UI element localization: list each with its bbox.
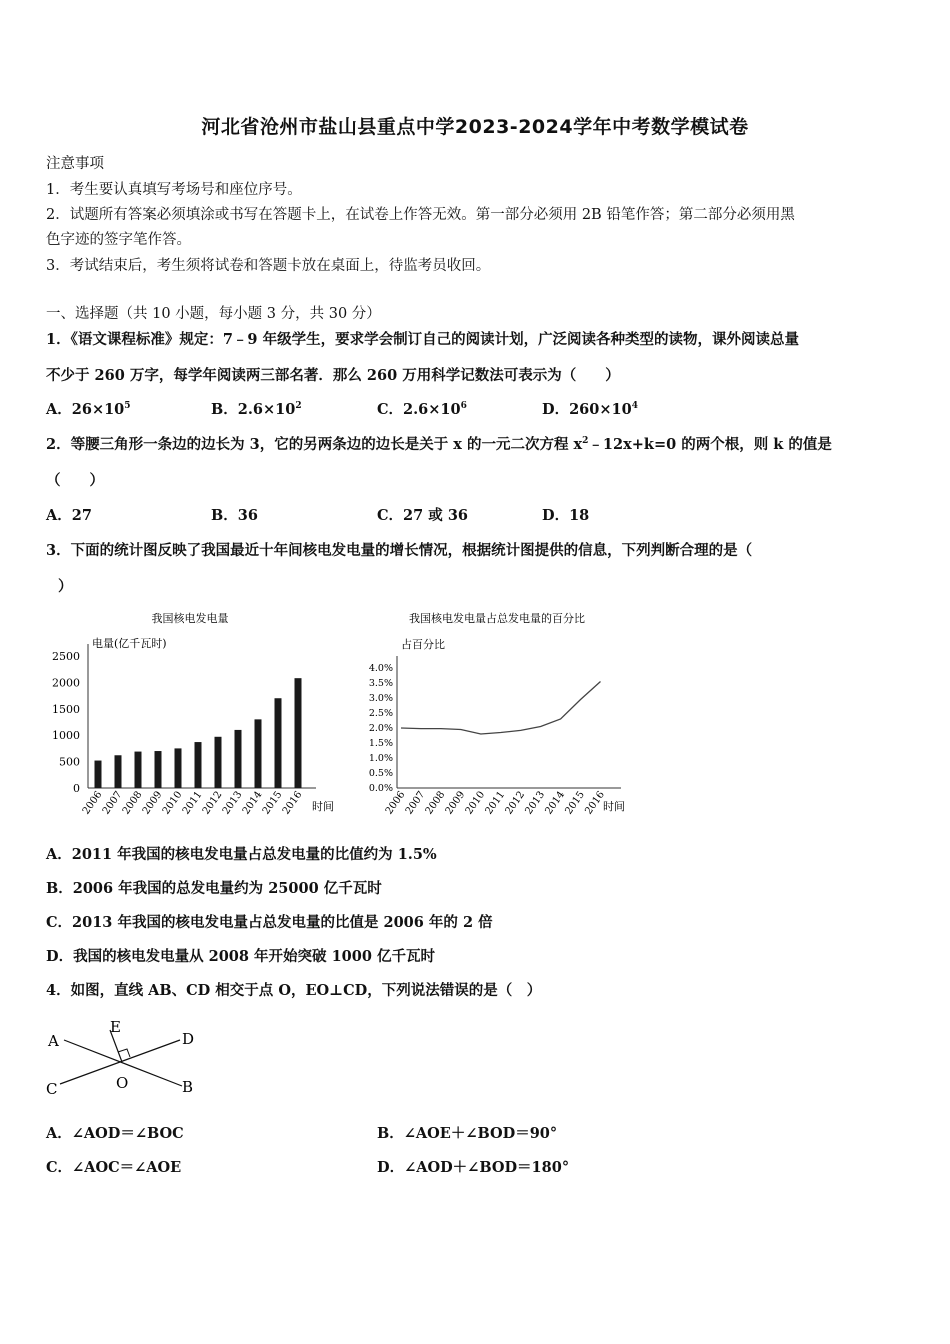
label-e: E xyxy=(110,1018,121,1036)
bar-chart-ytick-label: 1500 xyxy=(52,702,80,716)
notice-heading: 注意事项 xyxy=(46,156,104,172)
q2-option-b[interactable]: B．36 xyxy=(211,507,258,524)
line-chart-ytick-label: 2.5% xyxy=(368,708,393,719)
label-a: A xyxy=(48,1032,59,1050)
bar-chart-xlabel: 时间 xyxy=(312,800,334,813)
q3-text-2: ） xyxy=(58,578,73,595)
bar-chart-xtick-label: 2009 xyxy=(140,789,165,817)
line-chart-ylabel: 占百分比 xyxy=(401,638,445,651)
bar-chart-xtick-label: 2007 xyxy=(100,789,125,817)
line-chart-xtick-label: 2015 xyxy=(563,789,588,817)
line-chart-ytick-label: 3.0% xyxy=(368,693,393,704)
q1-text-2: 不少于 260 万字，每学年阅读两三部名著．那么 260 万用科学记数法可表示为（ ） xyxy=(46,367,620,384)
line-chart-xtick-label: 2011 xyxy=(483,789,508,817)
line-chart-xtick-label: 2009 xyxy=(443,789,468,817)
notice-item-3: 3．考试结束后，考生须将试卷和答题卡放在桌面上，待监考员收回。 xyxy=(46,258,491,274)
label-o: O xyxy=(116,1074,129,1092)
nuclear-percentage-line-chart xyxy=(355,600,640,822)
bar-chart-xtick-label: 2013 xyxy=(220,789,245,817)
q4-option-b[interactable]: B．∠AOE＋∠BOD＝90° xyxy=(377,1125,558,1142)
section-heading: 一、选择题（共 10 小题，每小题 3 分，共 30 分） xyxy=(46,306,381,322)
line-chart-ytick-label: 4.0% xyxy=(368,663,393,674)
bar xyxy=(95,761,102,788)
q1-option-a[interactable]: A．$26\times 10^5$ xyxy=(46,401,131,418)
line-chart-xtick-label: 2013 xyxy=(523,789,548,817)
bar-chart-xtick-label: 2006 xyxy=(80,789,105,817)
line-chart-xtick-label: 2012 xyxy=(503,789,528,817)
q3-option-d[interactable]: D．我国的核电发电量从 2008 年开始突破 1000 亿千瓦时 xyxy=(46,948,435,965)
q1-option-c[interactable]: C．$2.6\times 10^6$ xyxy=(377,401,467,418)
bar-chart-xtick-label: 2015 xyxy=(260,789,285,817)
q4-option-c[interactable]: C．∠AOC＝∠AOE xyxy=(46,1159,182,1176)
page-title: 河北省沧州市盐山县重点中学2023-2024学年中考数学模试卷 xyxy=(201,116,749,138)
q1-option-d[interactable]: D．$260\times 10^4$ xyxy=(542,401,638,418)
q2-option-d[interactable]: D．18 xyxy=(542,507,590,524)
notice-item-2-cont: 色字迹的签字笔作答。 xyxy=(46,232,191,248)
bar-chart-ytick-label: 2500 xyxy=(52,650,80,663)
q4-text-1: 4．如图，直线 AB、CD 相交于点 O，EO⊥CD，下列说法错误的是（ ） xyxy=(46,982,542,999)
percentage-series-line xyxy=(401,682,601,735)
q2-option-a[interactable]: A．27 xyxy=(46,507,92,524)
bar-chart-xtick-label: 2008 xyxy=(120,789,145,817)
bar xyxy=(195,742,202,788)
bar-chart-xtick-label: 2014 xyxy=(240,789,265,817)
q3-option-b[interactable]: B．2006 年我国的总发电量约为 25000 亿千瓦时 xyxy=(46,880,382,897)
line-chart-xtick-label: 2008 xyxy=(423,789,448,817)
bar xyxy=(235,730,242,788)
line-chart-xtick-label: 2006 xyxy=(383,789,408,817)
intersecting-lines-figure xyxy=(40,1012,220,1102)
label-b: B xyxy=(182,1078,194,1096)
q1-option-b[interactable]: B．$2.6\times 10^2$ xyxy=(211,401,302,418)
bar xyxy=(275,698,282,788)
q4-option-a[interactable]: A．∠AOD＝∠BOC xyxy=(46,1125,184,1142)
bar-chart-xtick-label: 2011 xyxy=(180,789,205,817)
line-chart-ytick-label: 0.0% xyxy=(368,783,393,794)
q3-text-1: 3．下面的统计图反映了我国最近十年间核电发电量的增长情况，根据统计图提供的信息，下列判断合理的是（ xyxy=(46,542,753,559)
bar xyxy=(115,755,122,788)
line-chart-ytick-label: 1.0% xyxy=(368,753,393,764)
line-chart-ytick-label: 2.0% xyxy=(368,723,393,734)
bar-chart-xtick-label: 2010 xyxy=(160,789,185,817)
q3-option-c[interactable]: C．2013 年我国的核电发电量占总发电量的比值是 2006 年的 2 倍 xyxy=(46,914,493,931)
q3-option-a[interactable]: A．2011 年我国的核电发电量占总发电量的比值约为 1.5% xyxy=(46,846,437,863)
line-chart-ytick-label: 3.5% xyxy=(368,678,393,689)
q1-text-1: 1．《语文课程标准》规定：7﹣9 年级学生，要求学会制订自己的阅读计划，广泛阅读各种类型的读物，课外阅读总量 xyxy=(46,331,800,348)
q2-text-2: （ ） xyxy=(46,472,104,489)
label-d: D xyxy=(182,1030,195,1048)
line-chart-xtick-label: 2007 xyxy=(403,789,428,817)
line-chart-xtick-label: 2014 xyxy=(543,789,568,817)
bar xyxy=(295,678,302,788)
bar xyxy=(175,748,182,788)
bar-chart-ytick-label: 1000 xyxy=(52,729,80,743)
notice-item-1: 1．考生要认真填写考场号和座位序号。 xyxy=(46,182,302,198)
nuclear-power-bar-chart xyxy=(40,600,340,822)
bar-chart-ytick-label: 500 xyxy=(59,755,80,769)
bar xyxy=(135,752,142,788)
notice-item-2: 2．试题所有答案必须填涂或书写在答题卡上，在试卷上作答无效。第一部分必须用 2B 铅笔作答；第二部分必须用黑 xyxy=(46,207,795,223)
q2-option-c[interactable]: C．27 或 36 xyxy=(377,507,468,524)
bar-chart-ylabel: 电量(亿千瓦时) xyxy=(92,637,167,650)
line-chart-xtick-label: 2016 xyxy=(583,789,607,817)
bar xyxy=(155,751,162,788)
bar-chart-xtick-label: 2016 xyxy=(280,789,305,817)
line-chart-xlabel: 时间 xyxy=(603,800,625,813)
bar-chart-ytick-label: 2000 xyxy=(52,676,80,690)
label-c: C xyxy=(46,1080,58,1098)
line-chart-title: 我国核电发电量占总发电量的百分比 xyxy=(409,612,585,625)
bar xyxy=(215,737,222,788)
q2-text-1: 2．等腰三角形一条边的边长为 3，它的另两条边的边长是关于 x 的一元二次方程 $x^2﹣12x+k=0$ 的两个根，则 k 的值是 xyxy=(46,436,832,453)
bar-chart-title: 我国核电发电量 xyxy=(151,612,229,625)
line-chart-xtick-label: 2010 xyxy=(463,789,488,817)
bar-chart-xtick-label: 2012 xyxy=(200,789,225,817)
line-chart-ytick-label: 0.5% xyxy=(368,768,393,779)
line-chart-ytick-label: 1.5% xyxy=(368,738,393,749)
bar-chart-ytick-label: 0 xyxy=(73,782,80,795)
q4-option-d[interactable]: D．∠AOD＋∠BOD＝180° xyxy=(377,1159,570,1176)
bar xyxy=(255,719,262,788)
